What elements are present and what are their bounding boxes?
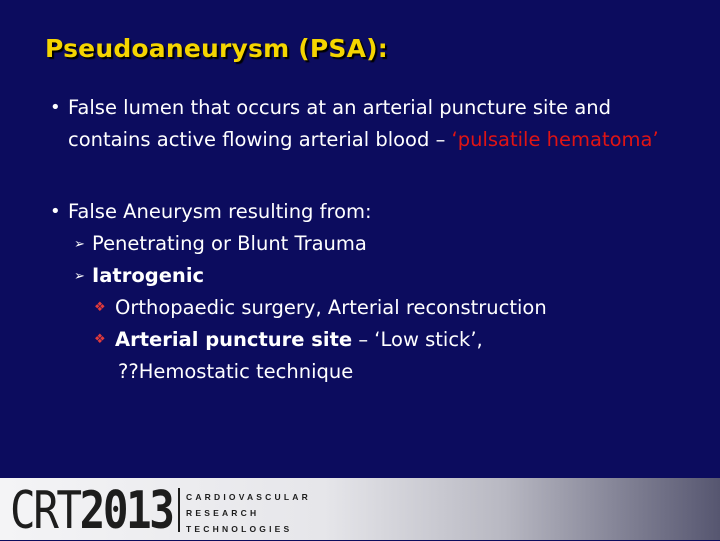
crt-logo	[10, 482, 172, 540]
sub-sub-bullet-bold: Arterial puncture site	[115, 328, 353, 351]
bullet-icon: •	[50, 97, 61, 118]
sub-sub-bullet-text: Orthopaedic surgery, Arterial reconstruction	[115, 296, 547, 319]
arrow-bullet-icon: ➢	[74, 269, 85, 284]
logo-sub-line: TECHNOLOGIES	[186, 524, 293, 534]
logo-subtitle	[186, 489, 311, 537]
bullet-item-causes	[50, 196, 690, 228]
bullet-icon: •	[50, 201, 61, 222]
logo-main: CRT	[10, 481, 80, 541]
logo-sub-line: CARDIOVASCULAR	[186, 492, 311, 502]
sub-sub-bullet-puncture	[50, 324, 690, 356]
sub-bullet-text: Penetrating or Blunt Trauma	[92, 232, 367, 255]
diamond-bullet-icon: ❖	[94, 332, 106, 347]
spacer	[50, 156, 690, 196]
logo-sub-line: RESEARCH	[186, 508, 260, 518]
footer-banner	[0, 478, 720, 540]
bullet-text: False Aneurysm resulting from:	[68, 200, 372, 223]
slide-title: Pseudoaneurysm (PSA):	[45, 34, 388, 63]
sub-bullet-text: Iatrogenic	[92, 264, 205, 287]
sub-sub-bullet-continuation: ??Hemostatic technique	[118, 360, 354, 383]
sub-bullet-iatrogenic	[50, 260, 690, 292]
sub-bullet-trauma	[50, 228, 690, 260]
bullet-text: False lumen that occurs at an arterial puncture site and contains active flowing arterial blood –	[68, 96, 612, 151]
logo-divider	[178, 488, 180, 532]
highlight-text: ‘pulsatile hematoma’	[451, 128, 659, 151]
sub-sub-bullet-text: – ‘Low stick’,	[352, 328, 483, 351]
arrow-bullet-icon: ➢	[74, 237, 85, 252]
sub-sub-bullet-orthopaedic	[50, 292, 690, 324]
logo-year: 2013	[79, 481, 173, 541]
bullet-item-definition	[50, 92, 690, 156]
bullet-list	[50, 92, 690, 388]
diamond-bullet-icon: ❖	[94, 300, 106, 315]
